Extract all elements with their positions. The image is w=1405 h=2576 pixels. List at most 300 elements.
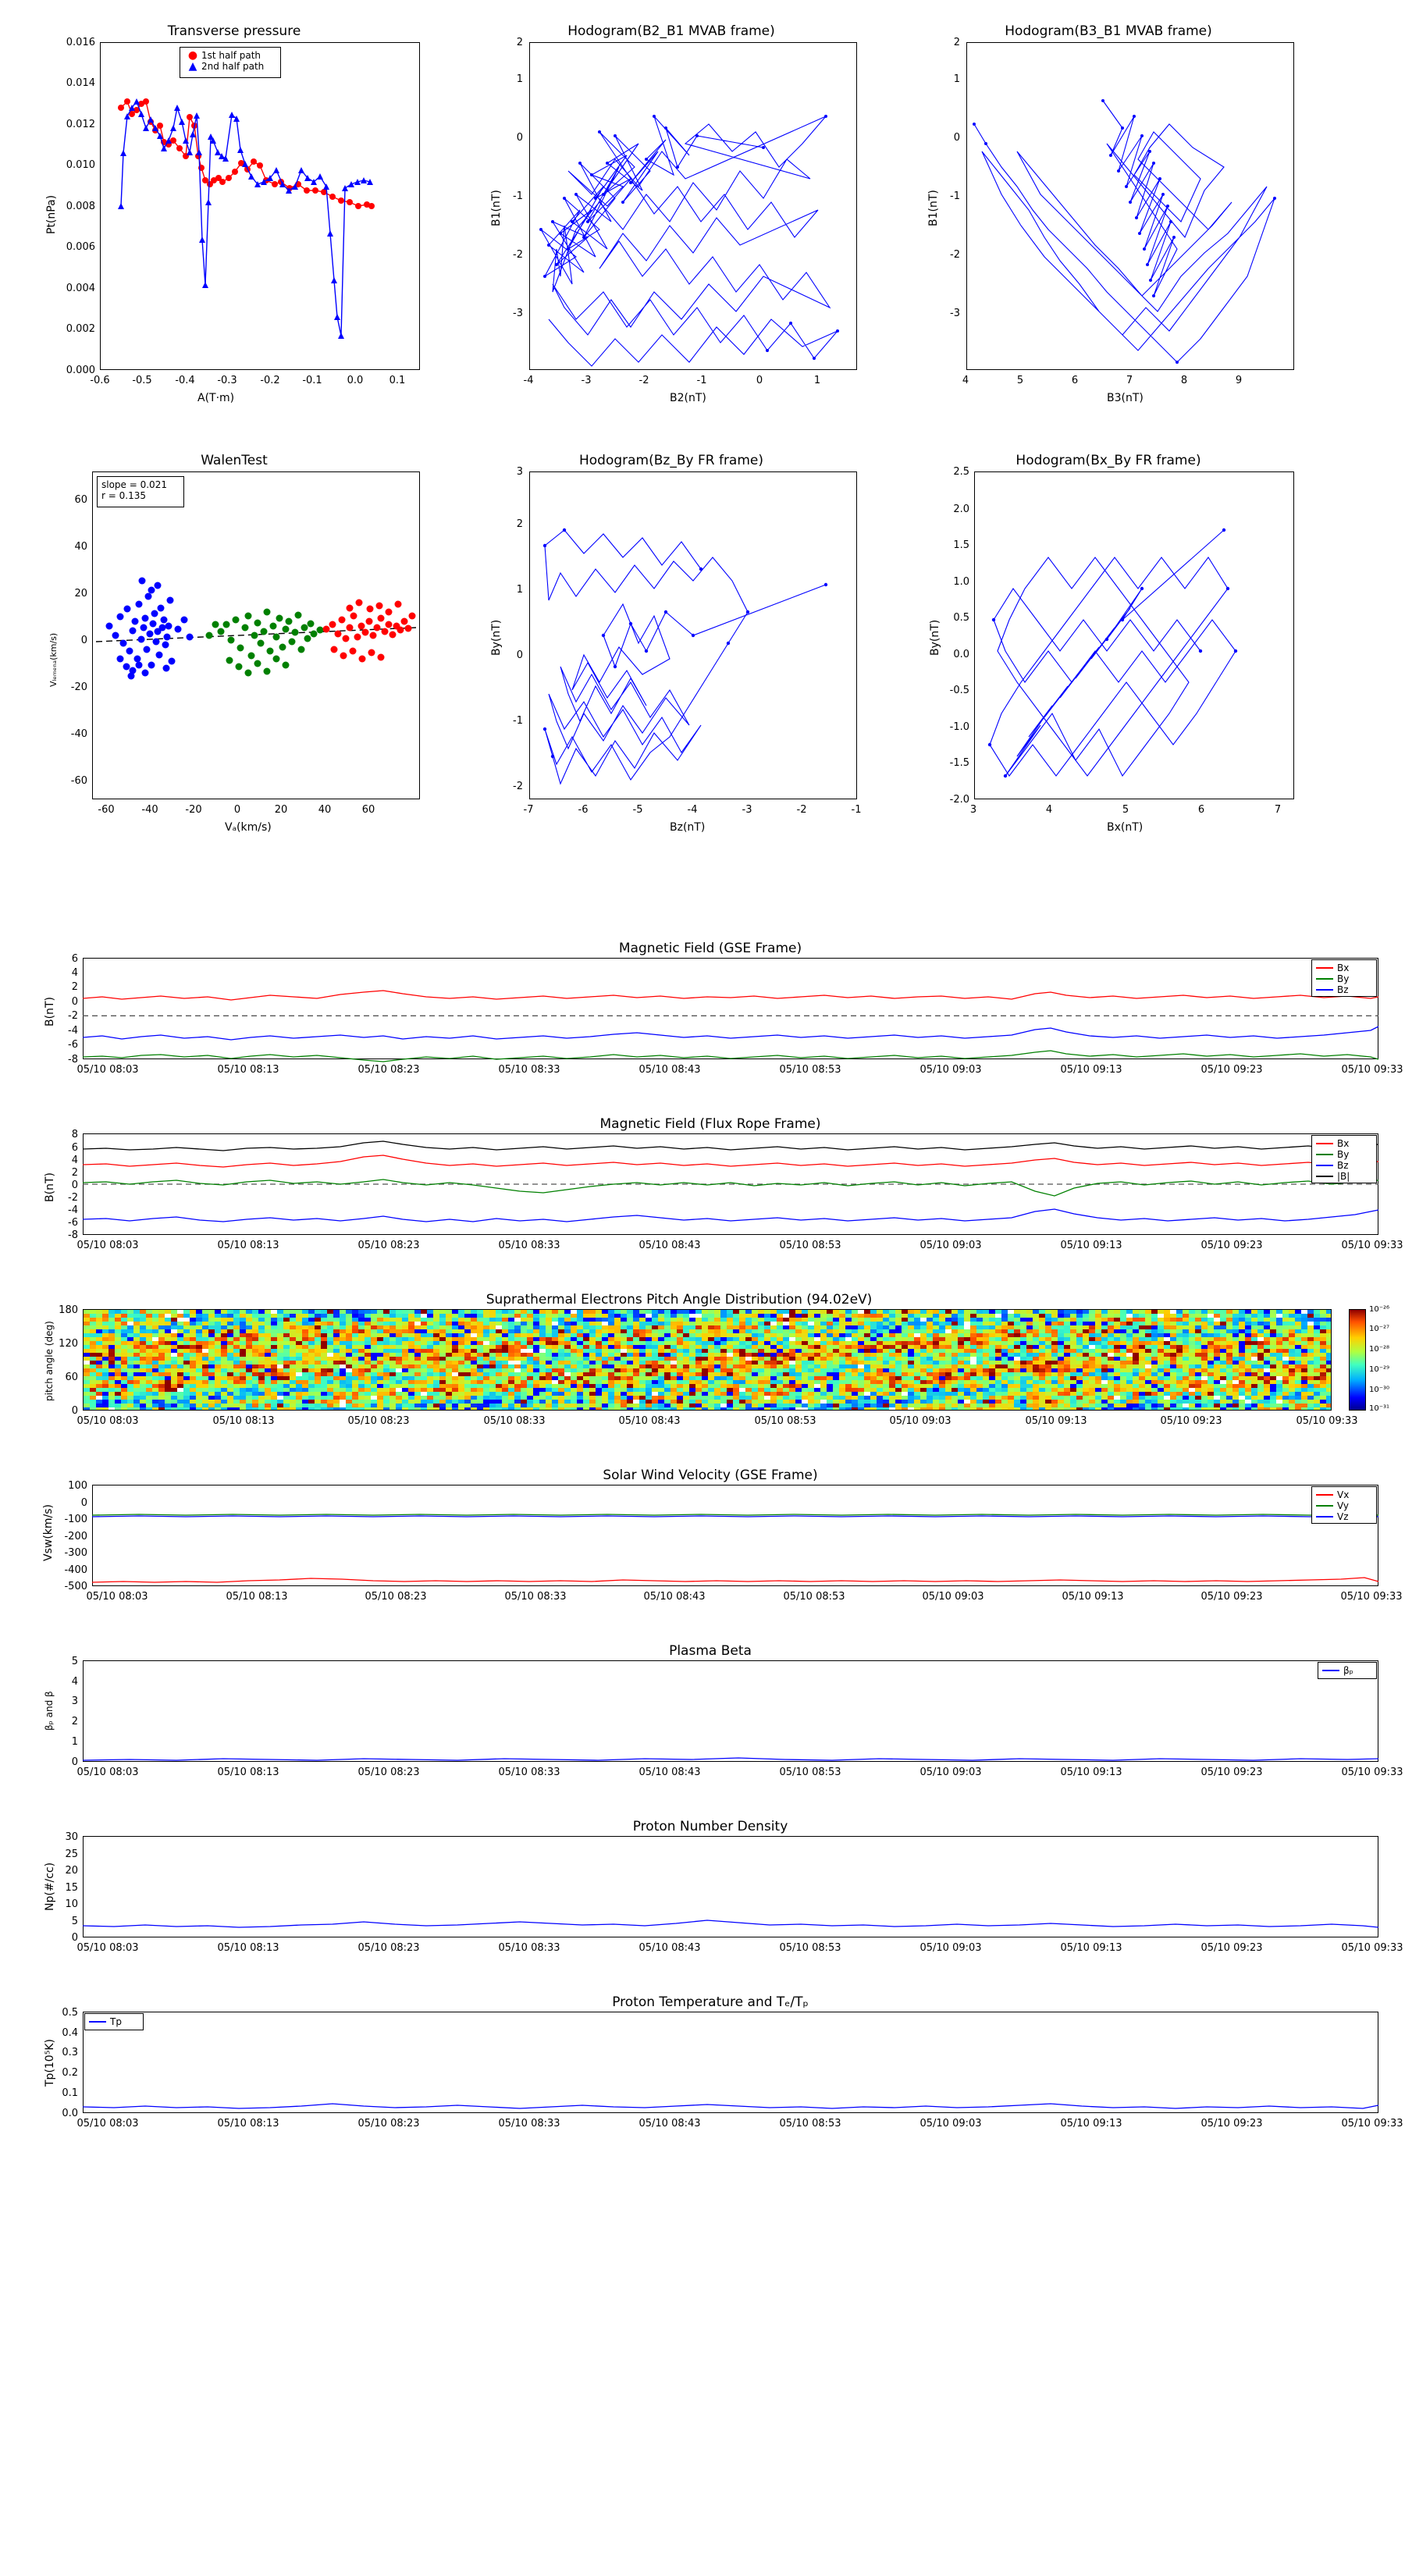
x-tick: -7: [523, 804, 534, 816]
x-tick: 05/10 09:13: [1060, 1942, 1122, 1954]
x-tick: 05/10 08:53: [779, 1240, 841, 1251]
x-tick: 05/10 09:33: [1341, 1064, 1403, 1076]
x-tick: -0.3: [217, 375, 237, 386]
x-tick: 05/10 09:23: [1200, 1064, 1263, 1076]
y-axis-label: By(nT): [490, 619, 503, 656]
x-tick: 05/10 08:03: [76, 1415, 139, 1427]
line-swatch-icon: [1316, 1165, 1333, 1166]
x-tick: 05/10 08:33: [498, 1240, 560, 1251]
panel-title: Magnetic Field (GSE Frame): [618, 941, 802, 956]
x-tick: 05/10 09:03: [919, 1767, 982, 1778]
x-tick: 05/10 09:03: [919, 2118, 982, 2129]
x-tick: 05/10 08:13: [212, 1415, 275, 1427]
x-tick: -0.2: [260, 375, 280, 386]
x-tick: -0.1: [302, 375, 322, 386]
x-tick: 05/10 08:23: [357, 1064, 420, 1076]
y-tick: -3: [513, 308, 523, 319]
legend-label: 2nd half path: [201, 61, 265, 72]
x-tick: -4: [523, 375, 534, 386]
x-tick: 05/10 08:43: [638, 2118, 701, 2129]
y-tick: 0.2: [62, 2067, 78, 2079]
y-tick: -1: [513, 715, 523, 727]
y-tick: -0.5: [949, 685, 969, 696]
x-tick: 05/10 09:33: [1296, 1415, 1358, 1427]
y-tick: 20: [74, 588, 87, 600]
panel-solar-wind-velocity: [31, 1468, 1403, 1616]
y-tick: 60: [65, 1372, 78, 1383]
y-tick: 0.004: [66, 283, 95, 294]
y-tick: 60: [74, 494, 87, 506]
axes-area: [83, 1309, 1332, 1411]
y-tick: 0.006: [66, 241, 95, 253]
x-tick: 05/10 09:03: [919, 1064, 982, 1076]
x-tick: 6: [1197, 804, 1205, 816]
y-axis-label: Vsw(km/s): [42, 1503, 55, 1561]
legend-mag-gse: [1311, 959, 1377, 997]
y-tick: -8: [68, 1229, 78, 1241]
colorbar-tick: 10⁻³⁰: [1369, 1386, 1390, 1394]
x-tick: 05/10 08:43: [643, 1591, 706, 1603]
colorbar-tick: 10⁻²⁹: [1369, 1365, 1390, 1374]
x-tick: -0.4: [175, 375, 195, 386]
x-tick: 0: [233, 804, 241, 816]
colorbar-tick: 10⁻²⁸: [1369, 1345, 1390, 1354]
x-tick: 05/10 08:53: [754, 1415, 816, 1427]
x-tick: 05/10 09:23: [1200, 1942, 1263, 1954]
y-tick: 20: [65, 1865, 78, 1877]
y-tick: -2: [950, 249, 960, 261]
legend-label: Bx: [1337, 1138, 1350, 1149]
y-tick: -2.0: [949, 794, 969, 806]
y-tick: 0: [516, 649, 523, 661]
x-tick: 05/10 09:23: [1200, 1591, 1263, 1603]
hodogram-b2b1-plot: [468, 23, 874, 422]
legend-row: [1316, 1149, 1372, 1160]
panel-hodogram-bzby: [468, 453, 874, 851]
legend-label: Bz: [1337, 1160, 1349, 1171]
x-tick: 05/10 08:43: [638, 1767, 701, 1778]
x-tick: -3: [742, 804, 752, 816]
panel-title: Plasma Beta: [669, 1643, 752, 1659]
colorbar: [1349, 1309, 1366, 1411]
y-tick: -60: [70, 775, 87, 787]
panel-proton-temperature: [31, 1994, 1403, 2143]
y-tick: -100: [64, 1514, 87, 1525]
panel-title: Proton Temperature and Tₑ/Tₚ: [612, 1994, 809, 2010]
panel-proton-density: [31, 1819, 1403, 1967]
legend-label: Vz: [1337, 1511, 1349, 1522]
legend-row: [1316, 962, 1372, 973]
y-tick: 0.010: [66, 159, 95, 171]
x-tick: 05/10 08:03: [76, 1767, 139, 1778]
pad-heatmap: [84, 1310, 1332, 1411]
x-tick: 05/10 08:23: [365, 1591, 427, 1603]
x-tick: 05/10 08:33: [483, 1415, 546, 1427]
legend-vsw: [1311, 1486, 1377, 1524]
y-tick: 1: [516, 584, 523, 596]
y-tick: 0.014: [66, 77, 95, 89]
y-tick: 120: [59, 1338, 78, 1350]
y-tick: 2: [516, 518, 523, 530]
y-axis-label: B1(nT): [927, 190, 940, 226]
y-tick: 0: [516, 132, 523, 144]
line-swatch-icon: [1316, 1505, 1333, 1507]
x-tick: 05/10 08:03: [76, 2118, 139, 2129]
x-tick: 05/10 08:23: [357, 1942, 420, 1954]
y-tick: 2.5: [953, 466, 969, 478]
y-tick: 0: [71, 1179, 78, 1191]
line-swatch-icon: [1316, 1143, 1333, 1144]
y-tick: 1: [953, 73, 960, 85]
circle-marker-icon: ●: [187, 49, 198, 62]
x-tick: 5: [1016, 375, 1024, 386]
x-tick: 8: [1180, 375, 1188, 386]
x-tick: 05/10 09:13: [1060, 2118, 1122, 2129]
x-tick: 4: [962, 375, 969, 386]
x-tick: 05/10 09:13: [1060, 1767, 1122, 1778]
x-tick: 05/10 08:53: [779, 1942, 841, 1954]
y-tick: 6: [71, 1142, 78, 1154]
y-tick: 0.0: [62, 2108, 78, 2119]
y-axis-label: By(nT): [929, 619, 941, 656]
x-tick: -40: [141, 804, 158, 816]
y-tick: 3: [71, 1695, 78, 1707]
x-tick: -4: [687, 804, 698, 816]
legend-mag-fr: [1311, 1135, 1377, 1183]
x-tick: 05/10 08:23: [357, 1240, 420, 1251]
y-tick: -300: [64, 1547, 87, 1559]
x-tick: 05/10 08:33: [498, 1767, 560, 1778]
y-tick: -400: [64, 1564, 87, 1576]
legend-row: [1316, 1511, 1372, 1522]
x-tick: 05/10 08:23: [347, 1415, 410, 1427]
x-tick: -3: [581, 375, 592, 386]
plasma-beta-plot: [31, 1643, 1389, 1791]
x-tick: 05/10 08:53: [779, 1064, 841, 1076]
mag-gse-plot: [31, 941, 1389, 1089]
y-tick: -1.5: [949, 757, 969, 769]
y-tick: 25: [65, 1848, 78, 1860]
y-tick: 1: [516, 73, 523, 85]
y-tick: 0.000: [66, 365, 95, 376]
legend-row: [1322, 1665, 1372, 1676]
x-tick: 05/10 08:03: [76, 1240, 139, 1251]
y-tick: 0.0: [953, 649, 969, 660]
x-tick: 05/10 08:43: [638, 1240, 701, 1251]
y-tick: 1.0: [953, 576, 969, 588]
x-tick: 05/10 09:23: [1160, 1415, 1222, 1427]
panel-title: Suprathermal Electrons Pitch Angle Distribution (94.02eV): [486, 1292, 873, 1308]
legend-row: [1316, 1171, 1372, 1182]
legend-row: [184, 50, 276, 61]
x-tick: 05/10 09:03: [922, 1591, 984, 1603]
y-tick: 4: [71, 967, 78, 979]
x-tick: 05/10 08:33: [504, 1591, 567, 1603]
x-tick: 05/10 09:23: [1200, 1767, 1263, 1778]
y-tick: 0: [71, 1405, 78, 1417]
y-tick: -2: [68, 1192, 78, 1204]
y-tick: -8: [68, 1054, 78, 1066]
x-tick: 05/10 08:13: [217, 1942, 279, 1954]
x-tick: 05/10 08:03: [86, 1591, 148, 1603]
x-tick: -2: [796, 804, 807, 816]
y-tick: -4: [68, 1204, 78, 1216]
x-tick: 05/10 08:53: [779, 2118, 841, 2129]
line-swatch-icon: [1316, 1154, 1333, 1155]
hodogram-bxby-plot: [905, 453, 1311, 851]
y-tick: 0: [80, 1497, 87, 1509]
legend-row: [1316, 973, 1372, 984]
y-tick: -2: [68, 1010, 78, 1022]
x-tick: 05/10 09:03: [889, 1415, 951, 1427]
x-tick: 05/10 08:43: [618, 1415, 681, 1427]
x-tick: 20: [274, 804, 288, 816]
y-axis-label: B(nT): [44, 1172, 56, 1202]
x-tick: 5: [1122, 804, 1129, 816]
legend-row: [1316, 1160, 1372, 1171]
legend-row: [1316, 984, 1372, 995]
x-tick: -1: [696, 375, 707, 386]
y-tick: 0.008: [66, 201, 95, 212]
y-tick: 0.5: [953, 612, 969, 624]
y-tick: 4: [71, 1676, 78, 1688]
x-tick: 05/10 08:13: [217, 1767, 279, 1778]
y-tick: 0: [71, 1756, 78, 1768]
x-axis-label: Bx(nT): [1107, 821, 1144, 834]
y-tick: 5: [71, 1916, 78, 1927]
y-axis-label: pitch angle (deg): [44, 1321, 55, 1401]
y-tick: -2: [513, 781, 523, 792]
x-tick: 05/10 09:33: [1341, 1240, 1403, 1251]
y-axis-label: B(nT): [44, 997, 56, 1026]
x-tick: 4: [1045, 804, 1053, 816]
x-tick: 05/10 09:03: [919, 1942, 982, 1954]
x-tick: 05/10 09:13: [1060, 1064, 1122, 1076]
y-tick: 40: [74, 541, 87, 553]
panel-plasma-beta: [31, 1643, 1403, 1791]
x-tick: 05/10 08:43: [638, 1064, 701, 1076]
x-tick: 05/10 08:53: [783, 1591, 845, 1603]
y-tick: 2: [71, 1167, 78, 1179]
y-tick: 0.5: [62, 2007, 78, 2019]
hodogram-bzby-plot: [468, 453, 874, 851]
y-axis-label: βₚ and β: [44, 1691, 55, 1731]
y-tick: 6: [71, 953, 78, 965]
x-tick: 05/10 09:33: [1341, 1767, 1403, 1778]
walen-plot: [31, 453, 437, 851]
panel-title: Hodogram(Bz_By FR frame): [578, 453, 764, 468]
y-tick: -40: [70, 728, 87, 740]
x-axis-label: A(T·m): [197, 392, 235, 404]
x-tick: 0.1: [389, 375, 406, 386]
x-axis-label: Vₐ(km/s): [225, 821, 272, 834]
y-tick: 2: [71, 981, 78, 993]
y-tick: 0.016: [66, 37, 95, 48]
x-tick: 05/10 08:43: [638, 1942, 701, 1954]
legend-row: [1316, 1138, 1372, 1149]
line-swatch-icon: [89, 2021, 106, 2023]
x-tick: 60: [361, 804, 375, 816]
y-tick: 2: [71, 1716, 78, 1727]
legend-label: By: [1337, 1149, 1350, 1160]
y-tick: 10: [65, 1898, 78, 1910]
transverse-pressure-plot: [31, 23, 437, 422]
y-tick: -1: [950, 190, 960, 202]
y-tick: 5: [71, 1656, 78, 1667]
y-tick: 0: [71, 1932, 78, 1944]
y-tick: -6: [68, 1039, 78, 1051]
x-tick: -2: [638, 375, 649, 386]
x-tick: 05/10 08:03: [76, 1942, 139, 1954]
walen-annotation: [97, 476, 184, 507]
y-tick: 30: [65, 1831, 78, 1843]
y-tick: 1: [71, 1736, 78, 1748]
x-tick: -5: [632, 804, 643, 816]
legend-proton-temperature: [84, 2013, 144, 2030]
x-tick: 9: [1235, 375, 1243, 386]
hodogram-b3b1-plot: [905, 23, 1311, 422]
y-tick: -3: [950, 308, 960, 319]
panel-pitch-angle-distribution: [31, 1292, 1389, 1440]
x-tick: 05/10 09:23: [1200, 1240, 1263, 1251]
y-tick: -4: [68, 1025, 78, 1037]
y-tick: -1: [513, 190, 523, 202]
colorbar-tick: 10⁻²⁷: [1369, 1325, 1390, 1333]
y-tick: 0.002: [66, 323, 95, 335]
x-tick: 7: [1126, 375, 1133, 386]
y-tick: 0.3: [62, 2047, 78, 2058]
walen-r: r = 0.135: [101, 490, 146, 501]
x-tick: 05/10 08:33: [498, 2118, 560, 2129]
triangle-marker-icon: ▲: [188, 60, 197, 73]
y-tick: 0.012: [66, 119, 95, 130]
x-tick: -20: [185, 804, 202, 816]
proton-temperature-plot: [31, 1994, 1389, 2143]
colorbar-tick: 10⁻²⁶: [1369, 1305, 1390, 1314]
panel-title: Solar Wind Velocity (GSE Frame): [603, 1468, 818, 1483]
x-tick: -0.5: [132, 375, 152, 386]
line-swatch-icon: [1316, 967, 1333, 969]
panel-magnetic-field-gse: [31, 941, 1403, 1089]
y-axis-label: Tp(10⁵K): [44, 2039, 56, 2087]
line-swatch-icon: [1316, 1516, 1333, 1517]
line-swatch-icon: [1316, 978, 1333, 980]
x-tick: 05/10 08:13: [226, 1591, 288, 1603]
y-tick: 0.1: [62, 2087, 78, 2099]
y-tick: 0: [80, 635, 87, 646]
panel-title: Hodogram(B3_B1 MVAB frame): [1005, 23, 1212, 39]
x-tick: 05/10 08:33: [498, 1942, 560, 1954]
panel-title: Magnetic Field (Flux Rope Frame): [599, 1116, 821, 1132]
y-tick: 3: [516, 466, 523, 478]
x-tick: 0.0: [347, 375, 364, 386]
y-tick: 4: [71, 1155, 78, 1166]
panel-magnetic-field-fr: [31, 1116, 1403, 1265]
x-tick: 0: [756, 375, 763, 386]
x-tick: 05/10 08:13: [217, 1064, 279, 1076]
colorbar-tick: 10⁻³¹: [1369, 1404, 1390, 1413]
legend-label: Vy: [1337, 1500, 1349, 1511]
legend-row: [184, 61, 276, 72]
x-tick: 05/10 09:13: [1025, 1415, 1087, 1427]
y-tick: 100: [68, 1480, 87, 1492]
x-tick: -0.6: [90, 375, 110, 386]
walen-slope: slope = 0.021: [101, 479, 167, 490]
panel-hodogram-b3b1: [905, 23, 1311, 422]
y-axis-label: Np(#/cc): [44, 1862, 56, 1911]
x-tick: 05/10 09:33: [1341, 2118, 1403, 2129]
x-tick: 05/10 09:33: [1340, 1591, 1403, 1603]
x-tick: 05/10 09:23: [1200, 2118, 1263, 2129]
panel-title: Hodogram(B2_B1 MVAB frame): [567, 23, 775, 39]
x-tick: -6: [578, 804, 589, 816]
x-tick: -60: [98, 804, 115, 816]
x-axis-label: B3(nT): [1107, 392, 1144, 404]
legend-row: [1316, 1489, 1372, 1500]
y-axis-label: B1(nT): [490, 190, 503, 226]
x-tick: 6: [1071, 375, 1079, 386]
x-tick: 7: [1274, 804, 1282, 816]
legend-label: By: [1337, 973, 1350, 984]
y-tick: -500: [64, 1581, 87, 1592]
legend-transverse-pressure: [180, 47, 281, 78]
panel-title: Hodogram(Bx_By FR frame): [1016, 453, 1201, 468]
x-tick: 05/10 09:33: [1341, 1942, 1403, 1954]
x-tick: 3: [969, 804, 977, 816]
y-tick: -200: [64, 1531, 87, 1542]
legend-label: Bz: [1337, 984, 1349, 995]
y-tick: 15: [65, 1882, 78, 1894]
panel-walen-test: [31, 453, 437, 851]
x-tick: 05/10 09:13: [1060, 1240, 1122, 1251]
panel-title: Transverse pressure: [167, 23, 301, 39]
proton-density-plot: [31, 1819, 1389, 1967]
y-tick: 0: [71, 996, 78, 1008]
y-tick: 0.4: [62, 2027, 78, 2039]
y-tick: 0: [953, 132, 960, 144]
legend-row: [1316, 1500, 1372, 1511]
legend-label: 1st half path: [201, 50, 261, 61]
legend-label: βₚ: [1343, 1665, 1353, 1676]
x-tick: 05/10 08:33: [498, 1064, 560, 1076]
legend-plasma-beta: [1318, 1662, 1377, 1679]
x-axis-label: B2(nT): [670, 392, 706, 404]
y-tick: -1.0: [949, 721, 969, 733]
x-tick: 05/10 08:23: [357, 2118, 420, 2129]
line-swatch-icon: [1316, 1494, 1333, 1496]
x-tick: 05/10 08:13: [217, 1240, 279, 1251]
y-tick: -6: [68, 1217, 78, 1229]
y-tick: 1.5: [953, 539, 969, 551]
legend-label: Vx: [1337, 1489, 1350, 1500]
legend-label: |B|: [1337, 1171, 1350, 1182]
y-tick: 2: [953, 37, 960, 48]
x-tick: 05/10 09:13: [1062, 1591, 1124, 1603]
x-tick: 05/10 08:13: [217, 2118, 279, 2129]
y-tick: 8: [71, 1129, 78, 1140]
x-tick: -1: [851, 804, 862, 816]
y-tick: 180: [59, 1304, 78, 1316]
y-tick: 2.0: [953, 503, 969, 515]
vsw-plot: [31, 1468, 1389, 1616]
y-tick: 2: [516, 37, 523, 48]
x-tick: 05/10 08:03: [76, 1064, 139, 1076]
line-swatch-icon: [1322, 1670, 1339, 1671]
line-swatch-icon: [1316, 1176, 1333, 1177]
line-swatch-icon: [1316, 989, 1333, 991]
legend-label: Tp: [110, 2016, 122, 2027]
x-axis-label: Bz(nT): [670, 821, 706, 834]
